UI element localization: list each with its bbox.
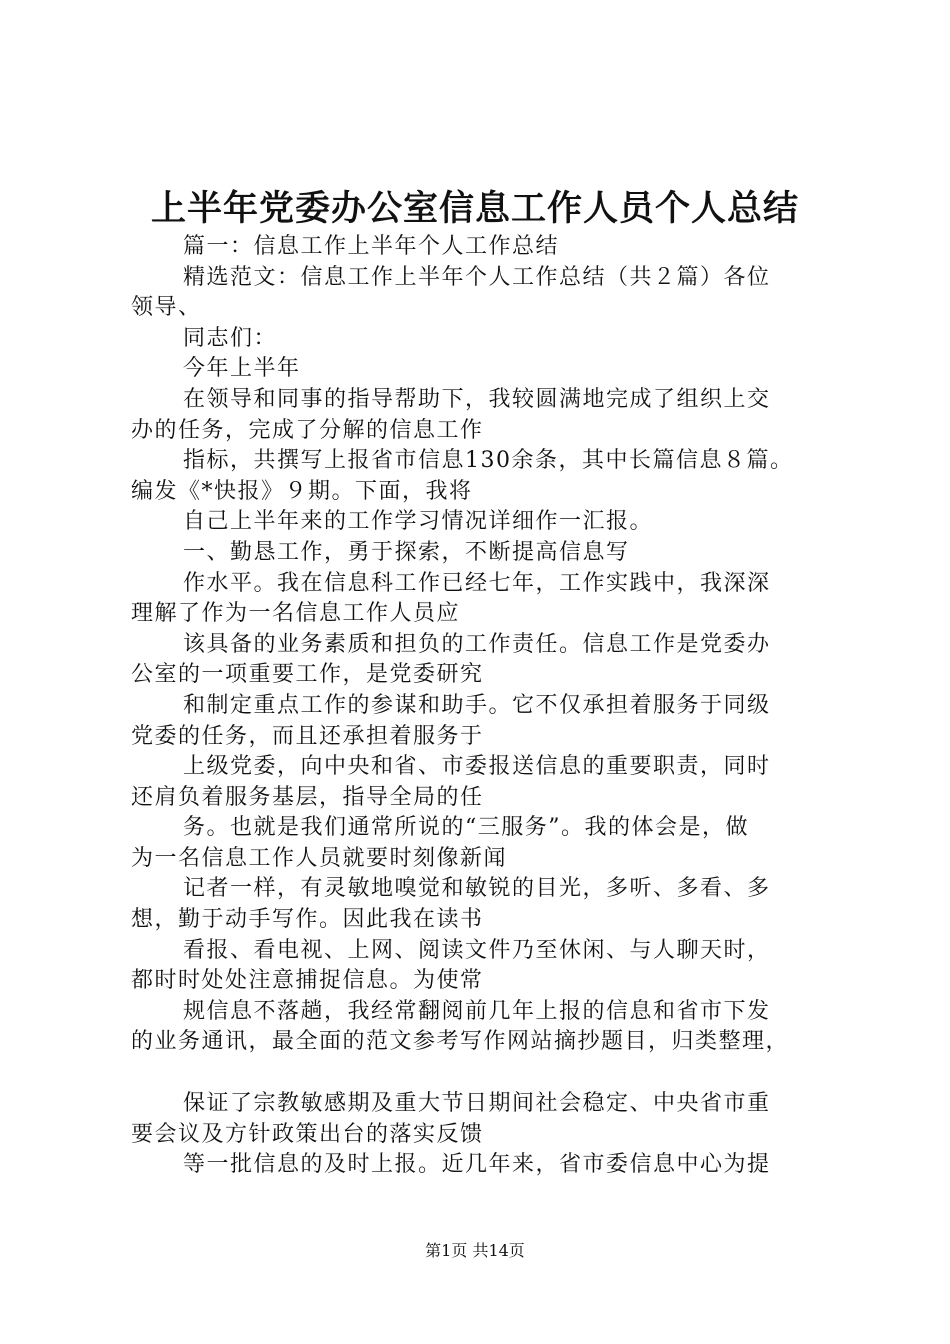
body-line: 一、勤恳工作，勇于探索，不断提高信息写: [183, 539, 630, 565]
body-line: 篇一：信息工作上半年个人工作总结: [183, 234, 560, 259]
body-line: 同志们：: [183, 325, 278, 351]
body-line: 党委的任务，而且还承担着服务于: [131, 723, 484, 749]
body-line: 看报、看电视、上网、阅读文件乃至休闲、与人聊天时，: [183, 937, 771, 963]
body-line: 编发《*快报》９期。下面，我将: [131, 478, 473, 504]
body-line: 想，勤于动手写作。因此我在读书: [131, 907, 484, 933]
body-line: 今年上半年: [183, 356, 301, 382]
document-title: 上半年党委办公室信息工作人员个人总结: [150, 189, 799, 229]
body-line: 上级党委，向中央和省、市委报送信息的重要职责，同时: [183, 754, 771, 780]
body-line: 办的任务，完成了分解的信息工作: [131, 417, 484, 443]
page-footer: 第1页 共14页: [425, 1241, 525, 1260]
body-line: 务。也就是我们通常所说的“三服务”。我的体会是，做: [183, 815, 749, 841]
body-line: 为一名信息工作人员就要时刻像新闻: [131, 845, 508, 871]
document-body: [131, 232, 831, 1181]
body-line: 记者一样，有灵敏地嗅觉和敏锐的目光，多听、多看、多: [183, 876, 771, 902]
body-line: 的业务通讯，最全面的范文参考写作网站摘抄题目，归类整理，: [131, 1029, 790, 1055]
body-line: 和制定重点工作的参谋和助手。它不仅承担着服务于同级: [183, 692, 771, 718]
body-line: 作水平。我在信息科工作已经七年，工作实践中，我深深: [183, 570, 771, 596]
body-line: 都时时处处注意捕捉信息。为使常: [131, 968, 484, 994]
body-line: 公室的一项重要工作，是党委研究: [131, 662, 484, 688]
body-line: 要会议及方针政策出台的落实反馈: [131, 1121, 484, 1147]
body-line: 领导、: [131, 295, 202, 321]
body-line: 精选范文：信息工作上半年个人工作总结（共２篇）各位: [183, 264, 771, 290]
body-line: 自己上半年来的工作学习情况详细作一汇报。: [183, 509, 654, 535]
body-line: 该具备的业务素质和担负的工作责任。信息工作是党委办: [183, 631, 771, 657]
body-line: 保证了宗教敏感期及重大节日期间社会稳定、中央省市重: [183, 1091, 771, 1117]
body-line: 等一批信息的及时上报。近几年来，省市委信息中心为提: [183, 1152, 771, 1178]
body-line: 规信息不落趟，我经常翻阅前几年上报的信息和省市下发: [183, 998, 771, 1024]
body-line: 还肩负着服务基层，指导全局的任: [131, 784, 484, 810]
body-line: 理解了作为一名信息工作人员应: [131, 601, 461, 627]
body-blank-line: [131, 1058, 831, 1089]
body-line: 指标，共撰写上报省市信息130余条，其中长篇信息８篇。: [183, 448, 794, 474]
body-line: 在领导和同事的指导帮助下，我较圆满地完成了组织上交: [183, 386, 771, 412]
